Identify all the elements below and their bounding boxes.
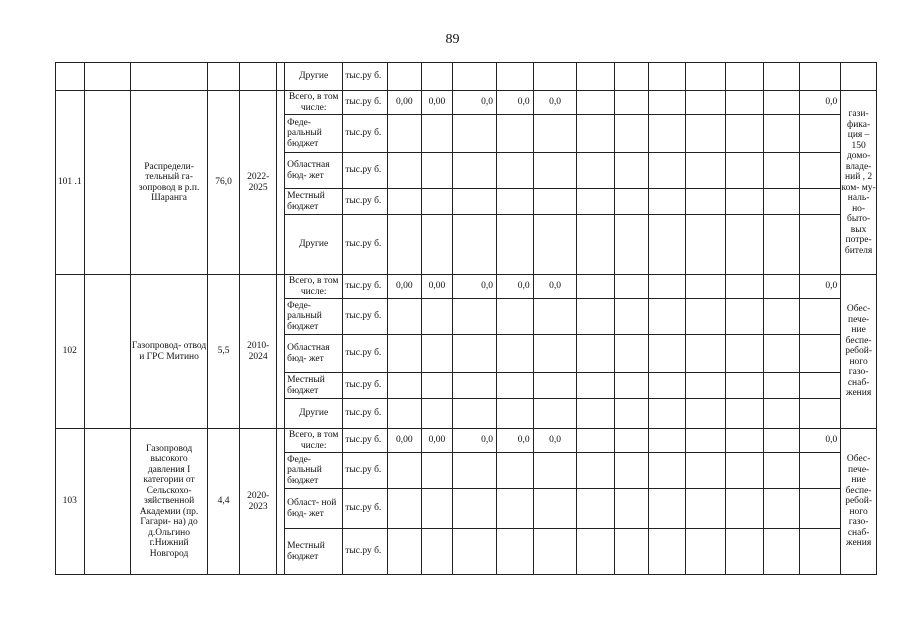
result-note: Обес- пече- ние беспе- ребой- ного газо- снаб- жения	[841, 429, 877, 575]
row-number: 101 .1	[56, 91, 85, 275]
value-cell: 0,0	[496, 91, 533, 115]
unit-cell: тыс.ру б.	[343, 189, 388, 215]
funding-label: Другие	[285, 63, 343, 91]
funding-label: Феде- ральный бюджет	[285, 115, 343, 153]
value-cell: 0,0	[496, 429, 533, 453]
funding-label: Всего, в том числе:	[285, 91, 343, 115]
table-row	[56, 429, 877, 453]
value-cell: 0,0	[496, 275, 533, 299]
value-cell: 0,00	[388, 275, 422, 299]
result-note: Обес- пече- ние беспе- ребой- ного газо- снаб- жения	[841, 275, 877, 429]
funding-label: Местный бюджет	[285, 189, 343, 215]
investment-table	[55, 62, 877, 575]
funding-label: Областная бюд- жет	[285, 153, 343, 189]
unit-cell: тыс.ру б.	[343, 215, 388, 275]
unit-cell: тыс.ру б.	[343, 275, 388, 299]
funding-label: Област- ной бюд- жет	[285, 489, 343, 529]
funding-label: Всего, в том числе:	[285, 275, 343, 299]
value-cell: 0,0	[453, 91, 497, 115]
unit-cell: тыс.ру б.	[343, 453, 388, 489]
length-cell: 76,0	[207, 91, 240, 275]
funding-label: Феде- ральный бюджет	[285, 299, 343, 335]
object-name: Газопровод- отвод и ГРС Митино	[131, 275, 207, 429]
object-name: Распредели- тельный га- зопровод в р.п. Шаранга	[131, 91, 207, 275]
funding-label: Феде- ральный бюджет	[285, 453, 343, 489]
value-cell: 0,0	[533, 91, 577, 115]
period-cell: 2022- 2025	[240, 91, 277, 275]
value-cell: 0,00	[388, 91, 422, 115]
unit-cell: тыс.ру б.	[343, 63, 388, 91]
funding-label: Всего, в том числе:	[285, 429, 343, 453]
funding-label: Другие	[285, 215, 343, 275]
value-cell: 0,00	[421, 429, 453, 453]
value-cell: 0,0	[800, 429, 841, 453]
unit-cell: тыс.ру б.	[343, 529, 388, 575]
unit-cell: тыс.ру б.	[343, 399, 388, 429]
value-cell: 0,0	[453, 429, 497, 453]
unit-cell: тыс.ру б.	[343, 429, 388, 453]
value-cell: 0,0	[453, 275, 497, 299]
funding-label: Местный бюджет	[285, 529, 343, 575]
row-number: 102	[56, 275, 85, 429]
table-row	[56, 91, 877, 115]
value-cell: 0,00	[421, 275, 453, 299]
row-number: 103	[56, 429, 85, 575]
funding-label: Другие	[285, 399, 343, 429]
period-cell: 2010- 2024	[240, 275, 277, 429]
value-cell: 0,0	[800, 275, 841, 299]
table-row	[56, 63, 877, 91]
funding-label: Местный бюджет	[285, 373, 343, 399]
table-row	[56, 275, 877, 299]
unit-cell: тыс.ру б.	[343, 489, 388, 529]
result-note: гази- фика- ция – 150 домо- владе- ний , 2 ком- му- наль- но- быто- вых потре- бителя	[841, 91, 877, 275]
unit-cell: тыс.ру б.	[343, 115, 388, 153]
unit-cell: тыс.ру б.	[343, 299, 388, 335]
page-number: 89	[445, 32, 460, 47]
length-cell: 4,4	[207, 429, 240, 575]
value-cell: 0,0	[533, 275, 577, 299]
value-cell: 0,00	[388, 429, 422, 453]
value-cell: 0,00	[421, 91, 453, 115]
value-cell: 0,0	[800, 91, 841, 115]
value-cell: 0,0	[533, 429, 577, 453]
length-cell: 5,5	[207, 275, 240, 429]
unit-cell: тыс.ру б.	[343, 335, 388, 373]
object-name: Газопровод высокого давления I категории от Сельскохо- зяйственной Академии (пр. Гагари- на) до д.Ольгино г.Нижний Новгород	[131, 429, 207, 575]
unit-cell: тыс.ру б.	[343, 153, 388, 189]
period-cell: 2020- 2023	[240, 429, 277, 575]
funding-label: Областная бюд- жет	[285, 335, 343, 373]
unit-cell: тыс.ру б.	[343, 91, 388, 115]
unit-cell: тыс.ру б.	[343, 373, 388, 399]
